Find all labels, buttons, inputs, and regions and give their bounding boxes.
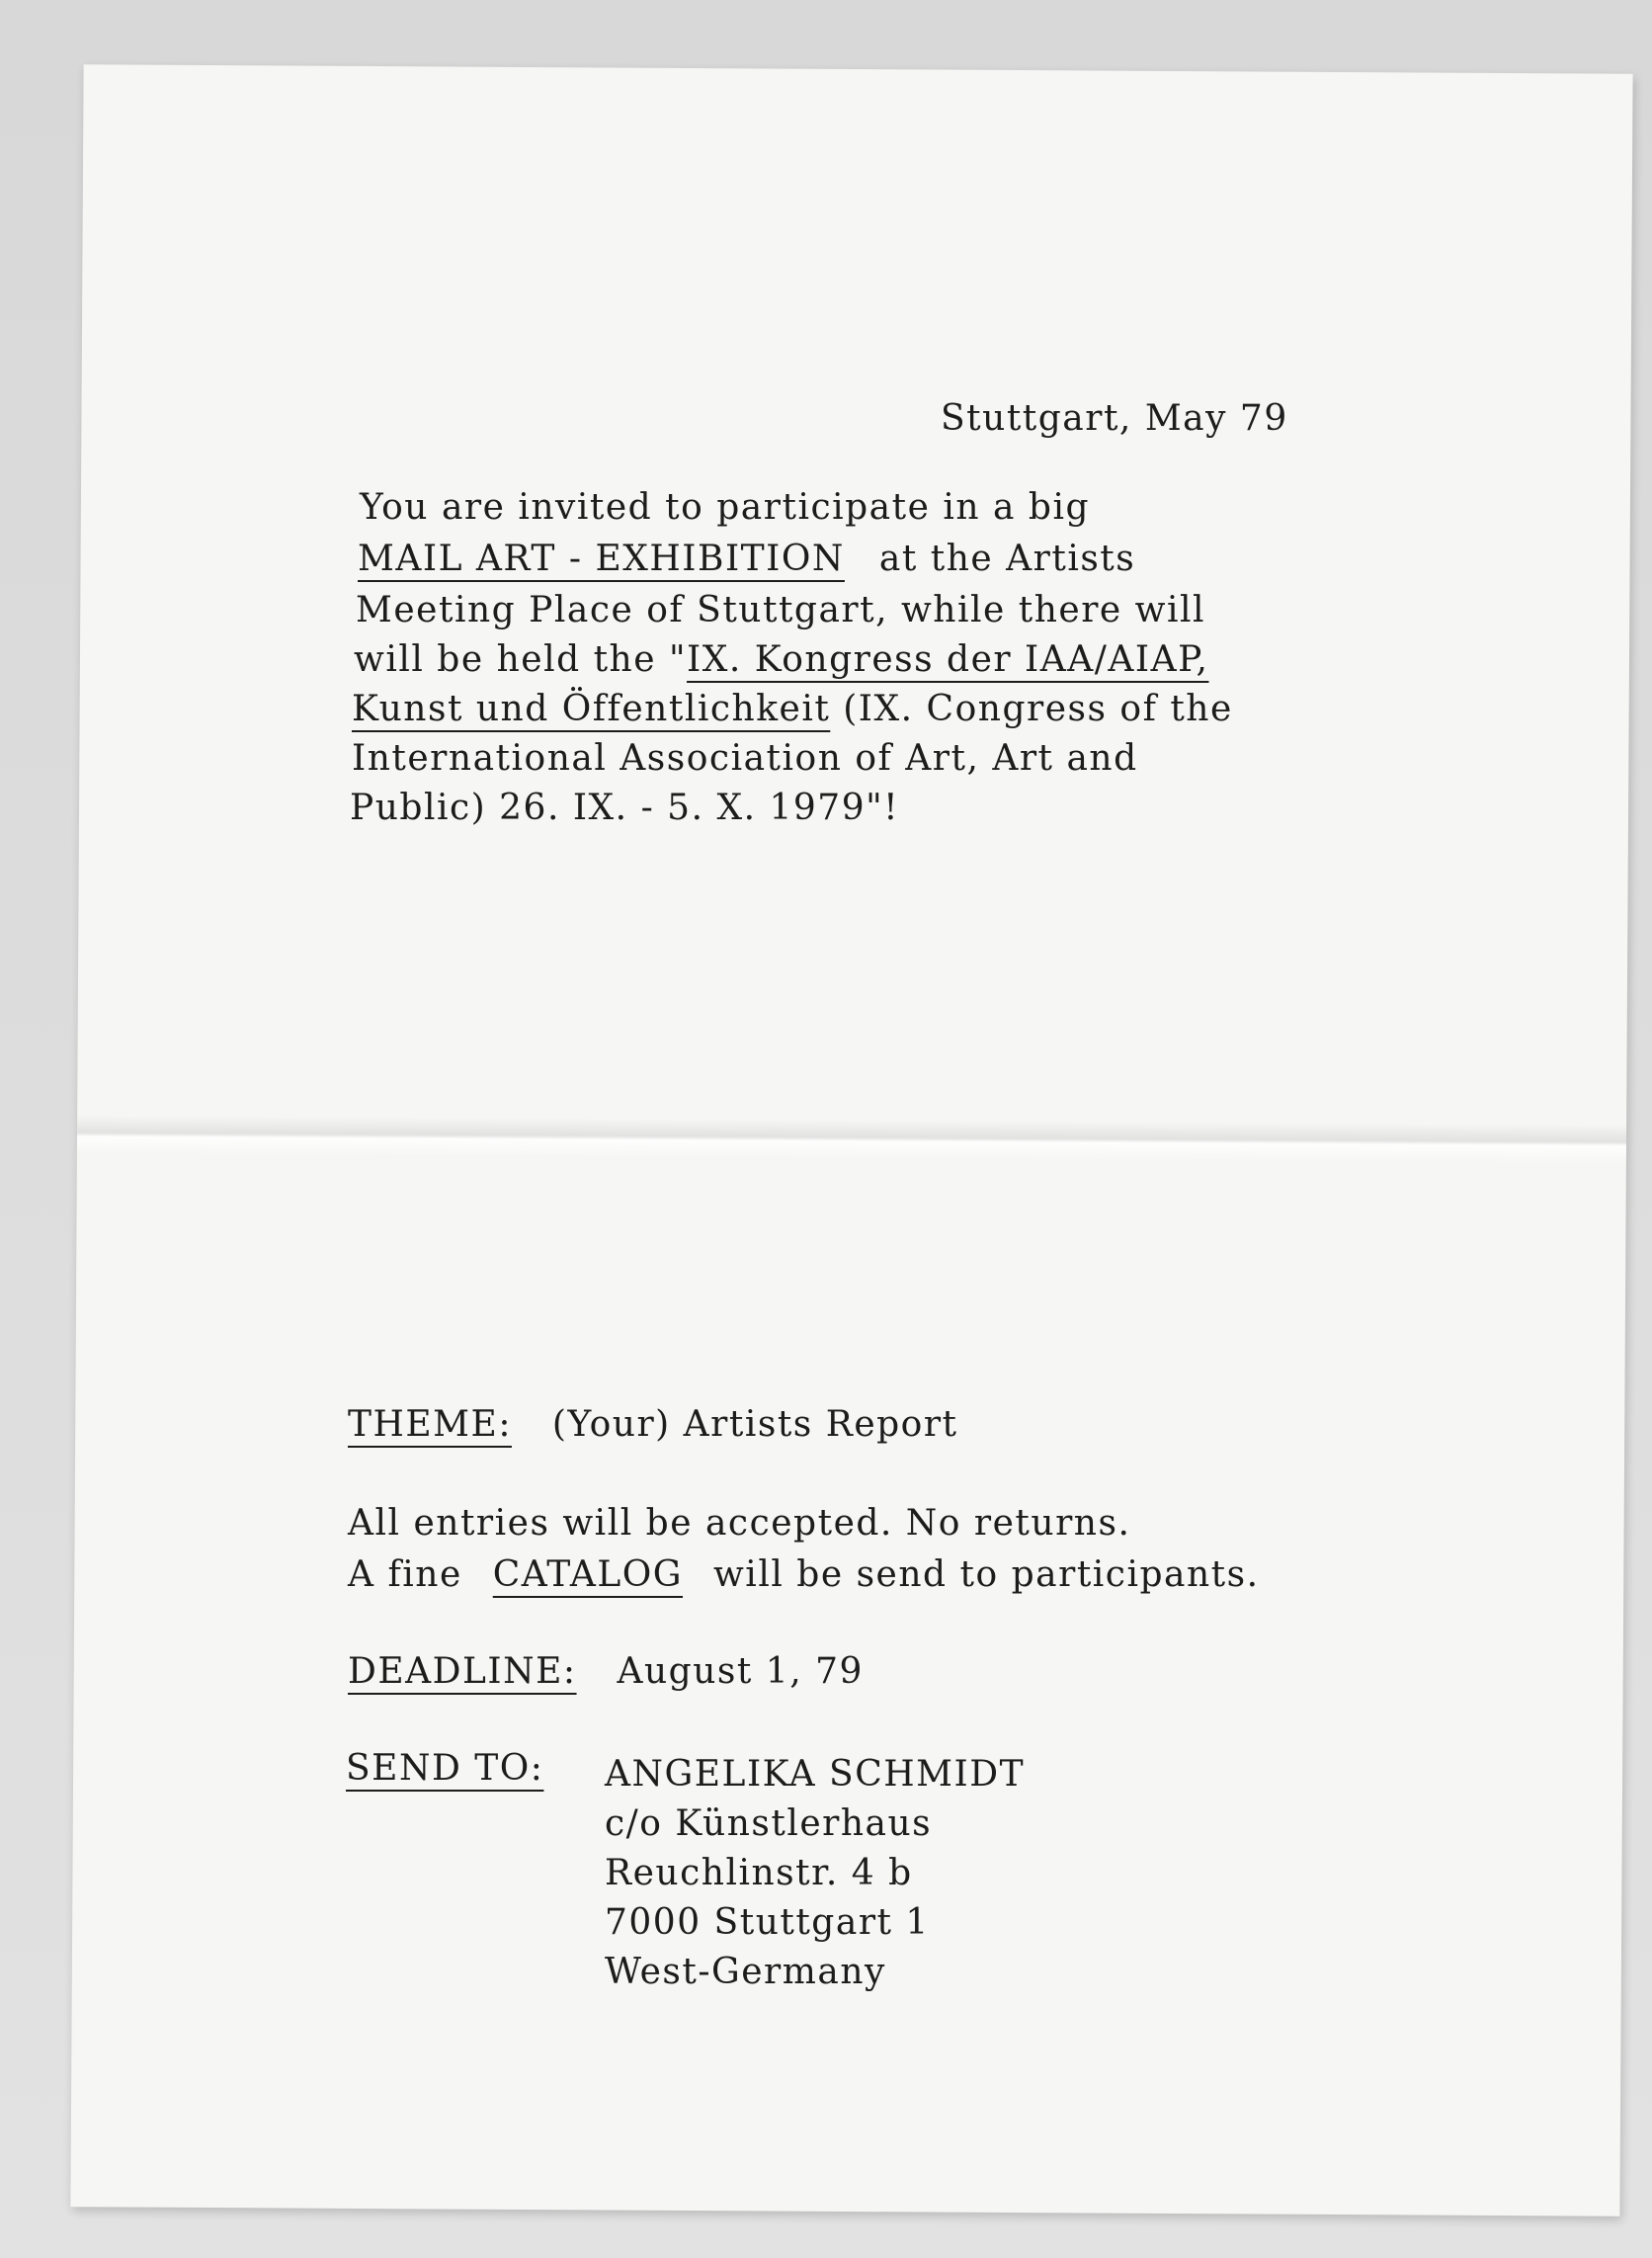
entries-line-1: All entries will be accepted. No returns.: [348, 1503, 1131, 1544]
deadline-label: DEADLINE:: [348, 1651, 577, 1692]
theme-label: THEME:: [348, 1404, 512, 1445]
theme-value: (Your) Artists Report: [551, 1404, 958, 1445]
deadline-row: [348, 1651, 864, 1692]
invitation-paragraph: [348, 486, 1435, 842]
invitation-line-3: Meeting Place of Stuttgart, while there will: [356, 590, 1206, 630]
invitation-line-4-start: will be held the ": [354, 639, 688, 680]
invitation-line-6: International Association of Art, Art and: [352, 738, 1138, 779]
address-line-4: 7000 Stuttgart 1: [605, 1902, 930, 1943]
invitation-line-2-rest: at the Artists: [878, 539, 1136, 579]
paper-fold: [77, 1115, 1626, 1164]
congress-title: IX. Kongress der IAA/AIAP,: [687, 639, 1209, 680]
invitation-line-4: [354, 639, 1209, 680]
deadline-value: August 1, 79: [617, 1651, 864, 1692]
invitation-line-5-rest: (IX. Congress of the: [830, 689, 1233, 729]
catalog-word: CATALOG: [492, 1554, 684, 1595]
invitation-line-5: [352, 689, 1233, 729]
entries-line-2-start: A fine: [348, 1554, 462, 1595]
invitation-line-7: Public) 26. IX. - 5. X. 1979"!: [350, 788, 900, 828]
entries-line-2: [348, 1554, 1260, 1595]
exhibition-title: MAIL ART - EXHIBITION: [358, 539, 845, 579]
congress-subtitle: Kunst und Öffentlichkeit: [352, 689, 831, 729]
letter-date: Stuttgart, May 79: [941, 398, 1288, 439]
send-to-label: SEND TO:: [346, 1748, 544, 1789]
address-line-3: Reuchlinstr. 4 b: [605, 1853, 913, 1893]
theme-row: [348, 1404, 958, 1445]
invitation-line-1: You are invited to participate in a big: [360, 487, 1091, 528]
address-line-5: West-Germany: [605, 1952, 886, 1992]
letter-sheet: [70, 64, 1632, 2216]
address-line-1: ANGELIKA SCHMIDT: [605, 1754, 1026, 1795]
invitation-line-2: [358, 539, 1136, 579]
entries-line-2-end: will be send to participants.: [712, 1554, 1260, 1595]
address-line-2: c/o Künstlerhaus: [605, 1803, 933, 1844]
